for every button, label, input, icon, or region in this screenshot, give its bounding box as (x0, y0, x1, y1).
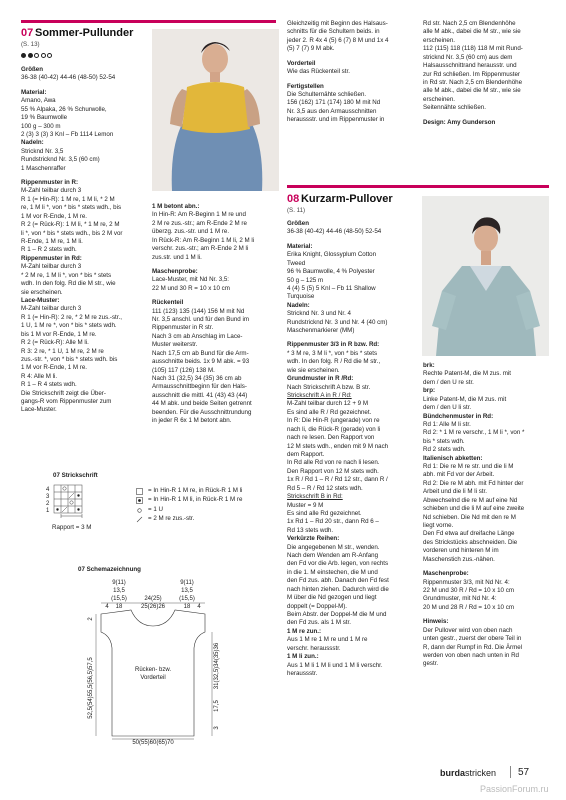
text-line: Rundstricknd Nr. 3,5 (60 cm) (21, 156, 100, 164)
text-line: Nr. 3,5 aus den Armausschnitten (287, 107, 377, 115)
text-line: M-Zahl teilbar durch 12 + 9 M (287, 400, 368, 408)
text-line: Rd 1: Alle M li str. (423, 420, 471, 428)
schema-label-bottom: 50(55)60(65)70 (132, 740, 174, 746)
text-line: Turquoise (287, 293, 315, 301)
section-heading: Vorderteil (287, 59, 316, 67)
text-line: R-Ende, 1 M re, 1 M li. (21, 238, 83, 246)
text-line: (105) 117 (126) 138 M. (152, 366, 215, 374)
section-heading: Lace-Muster: (21, 296, 60, 304)
section-heading: brk: (423, 362, 435, 369)
text-line: bis 1 M vor R-Ende, 1 M re. (21, 330, 97, 338)
text-line: Beim Abstr. der Doppel-M die M und (287, 610, 387, 618)
section-heading: Bündchenmuster in Rd: (423, 412, 494, 420)
schema-label: 13,5 (113, 588, 125, 594)
text-line: jeder 2. R 4x 4 (5) 6 (7) 8 M und 1x 4 (287, 36, 389, 44)
text-line: verschr. zus.-str.; am R-Ende 2 M li (152, 245, 249, 253)
text-line: M über die Nd gezogen und liegt (287, 594, 377, 602)
text-line: Rd 1: Die re M re str. und die li M (423, 463, 514, 471)
text-line: 111 (123) 135 (144) 156 M mit Nd (152, 307, 245, 315)
text-line: Maschenstich zus.-nähen. (423, 555, 495, 563)
legend-row (136, 515, 286, 523)
text-line: den Fd vor die Arb. legen, von rechts (287, 560, 389, 568)
text-line: 4 (4) 5 (5) 5 Knl – Fb 11 Shallow (287, 284, 376, 292)
text-line: Rippenmuster 3/3, mit Nd Nr. 4: (423, 578, 510, 586)
footer-divider (510, 766, 511, 778)
text-line: 1 M vor R-Ende, 1 M re. (21, 212, 88, 220)
section-07-title: Sommer-Pullunder (34, 27, 134, 39)
column-5-text (287, 220, 417, 678)
text-line: beenden. Für die Ausschnittrundung (152, 408, 252, 416)
text-line: gangs-R vom Rippenmuster zum (21, 398, 112, 406)
section-heading: Maschenprobe: (152, 267, 198, 275)
text-line: Stricknd Nr. 3,5 (21, 147, 64, 155)
section-07-header (21, 26, 133, 41)
section-08-top-rule (287, 185, 549, 188)
photo-kurzarm-pullover (422, 196, 549, 356)
section-08-number: 08 (287, 193, 300, 205)
schema-label-left: 52,5(54)55,5(56,5)57,5 (88, 657, 94, 719)
stitch-chart-grid (46, 483, 136, 528)
section-heading: 1 M li zun.: (287, 653, 319, 661)
text-line: R 2 (= Rück-R): Alle M li. (21, 339, 89, 347)
text-line: Rundstricknd Nr. 3 und Nr. 4 (40 cm) (287, 318, 388, 326)
text-line: Es sind alle R / Rd gezeichnet. (287, 408, 372, 416)
section-heading: Verkürzte Reihen: (287, 535, 340, 543)
footer-brand-bold: burda (440, 768, 466, 778)
section-heading: Maschenprobe: (423, 570, 469, 578)
text-line: R 3: 2 re, * 1 U, 1 M re, 2 M re (21, 347, 104, 355)
text-line: Muster = 9 M (287, 501, 324, 509)
text-line: 20 M und 28 R / Rd = 10 x 10 cm (423, 603, 514, 611)
text-line: dem Rapport. (287, 450, 325, 458)
text-line: nach re lesen. Den Rapport von (287, 434, 375, 442)
text-line: In R: Die Hin-R (ungerade) von re (287, 417, 380, 425)
section-08-title: Kurzarm-Pullover (300, 193, 393, 205)
legend-row (136, 506, 286, 514)
section-08-header (287, 192, 393, 207)
text-line: wdh. In den folg. Rd die M str., wie (21, 280, 116, 288)
text-line: 1x R / Rd 1 – R / Rd 12 str., dann R / (287, 476, 388, 484)
text-line: erscheinen. (423, 36, 455, 44)
schema-label: 9(11) (180, 580, 194, 586)
text-line: überzg. zus.-str. und 1 M re. (152, 228, 230, 236)
column-1-text (21, 66, 149, 415)
text-line: Den Rapport von 12 M stets wdh. (287, 467, 379, 475)
text-line: abh. mit Fd vor der Arbeit. (423, 471, 495, 479)
text-line: Die Schulternähte schließen. (287, 90, 367, 98)
text-line: liegt vorne. (423, 522, 454, 530)
section-07-number: 07 (21, 27, 34, 39)
text-line: 156 (162) 171 (174) 180 M mit Nd (287, 99, 381, 107)
row-label: 3 (46, 494, 50, 500)
text-line: werden von oben nach unten in Rd (423, 651, 519, 659)
text-line: Rd 13 stets wdh. (287, 526, 334, 534)
schema-label-right: 31(32,5)34(35)36 (214, 642, 220, 690)
text-line: ausschnitte beids. 1x 9 M abk. = 93 (152, 358, 250, 366)
text-line: des Strickstücks abschneiden. Die (423, 538, 518, 546)
legend-row (136, 487, 286, 495)
text-line: bis * stets wdh. (423, 437, 465, 445)
text-line: Seitennähte schließen. (423, 104, 486, 112)
text-line: 1 U, 1 M re *, von * bis * stets wdh. (21, 322, 117, 330)
text-line: In Rück-R: Am R-Beginn 1 M li, 2 M li (152, 236, 255, 244)
section-heading: Fertigstellen (287, 82, 324, 90)
text-line: 22 M und 30 R / Rd = 10 x 10 cm (423, 586, 514, 594)
text-line: in Rd str. Nach 2,5 cm Blendenhöhe (423, 78, 523, 86)
text-line: Wie das Rückenteil str. (287, 68, 350, 76)
text-line: Der Pullover wird von oben nach (423, 626, 513, 634)
schema-label: (15,5) (111, 596, 127, 602)
section-heading: Größen (287, 220, 310, 227)
schema-label-left-small: 2 (88, 617, 94, 621)
text-line: nach li, die Rück-R (gerade) von li (287, 425, 381, 433)
text-line: li *, von * bis * stets wdh., bis 2 M vor (21, 229, 123, 237)
text-line: Aus 1 M re 1 M re und 1 M re (287, 636, 368, 644)
text-line: Nach 31 (32,5) 34 (35) 36 cm ab (152, 375, 242, 383)
text-line: 1 M vor R-Ende, 1 M re. (21, 364, 88, 372)
text-line: Rippenmuster in R str. (152, 324, 214, 332)
difficulty-dot-empty (41, 53, 46, 58)
section-heading: Grundmuster in R /Rd: (287, 375, 354, 383)
section-heading: Rückenteil (152, 299, 184, 307)
text-line: re, 1 M li *, von * bis * stets wdh., bis (21, 204, 122, 212)
schema-label-right-small: 17,5 (214, 700, 220, 712)
photo-sommer-pullunder (152, 29, 279, 191)
legend-text: = In Hin-R 1 M li, in Rück-R 1 M re (148, 496, 243, 504)
text-line: zus.str. und 1 M li. (152, 253, 202, 261)
section-heading: Rippenmuster in R: (21, 179, 79, 187)
text-line: Grundmuster, mit Nd Nr. 4: (423, 595, 497, 603)
legend-text: = 2 M re zus.-str. (148, 515, 195, 523)
text-line: sie erscheinen. (21, 288, 63, 296)
row-label: 1 (46, 508, 50, 514)
text-line: 2 (3) 3 (3) 3 Knl – Fb 1114 Lemon (21, 130, 114, 138)
text-line: verschr. heraussstr. (287, 644, 341, 652)
text-line: Arbeit und die li M li str. (423, 488, 487, 496)
text-line: R 1 – R 2 stets wdh. (21, 246, 77, 254)
schema-label-right-low: 3 (214, 726, 220, 730)
text-line: 36-38 (40-42) 44-46 (48-50) 52-54 (21, 74, 116, 82)
text-line: M-Zahl teilbar durch 3 (21, 187, 82, 195)
difficulty-rating (21, 53, 54, 61)
text-line: 100 g – 300 m (21, 122, 61, 130)
schema-label: 25(26)26 (140, 604, 166, 610)
text-line: dem / den U li str. (423, 404, 472, 412)
text-line: Abwechselnd die re M auf eine Nd (423, 496, 518, 504)
text-line: Nr. 3,5 anschl. und für den Bund im (152, 316, 249, 324)
schematic-svg (70, 576, 240, 751)
section-heading: Hinweis: (423, 618, 449, 626)
text-line: in jeder R 6x 1 M betont abn. (152, 417, 232, 425)
text-line: 2 M re zus.-str.; am R-Ende 2 M re (152, 219, 247, 227)
text-line: Den Fd etwa auf dreifache Länge (423, 530, 515, 538)
text-line: Tweed (287, 259, 306, 267)
footer-brand (440, 767, 496, 779)
text-line: Nach 17,5 cm ab Bund für die Arm- (152, 349, 249, 357)
text-line: heraussstr. und im Rippenmuster in (287, 116, 385, 124)
text-line: 1x Rd 1 – Rd 20 str., dann Rd 6 – (287, 518, 379, 526)
text-line: alle M abk., dabei die M str., wie sie (423, 28, 521, 36)
difficulty-dot-filled (21, 53, 26, 58)
text-line: wie sie erscheinen. (287, 366, 340, 374)
section-heading: Rippenmuster 3/3 in R bzw. Rd: (287, 341, 380, 349)
legend-row (136, 496, 286, 504)
text-line: Muster weiterstr. (152, 341, 198, 349)
text-line: den Fd zus. abh. Danach den Fd fest (287, 577, 389, 585)
text-line: Erika Knight, Glossyplum Cotton (287, 251, 377, 259)
schema-label: 24(25) (144, 596, 162, 602)
column-6-text (423, 362, 551, 669)
text-line: Stricknd Nr. 3 und Nr. 4 (287, 310, 351, 318)
text-line: M-Zahl teilbar durch 3 (21, 263, 82, 271)
text-line: zur Rd schließen. Im Rippenmuster (423, 70, 520, 78)
footer-brand-rest: stricken (465, 768, 497, 778)
text-line: erscheinen. (423, 95, 455, 103)
legend-text: = In Hin-R 1 M re, in Rück-R 1 M li (148, 487, 243, 494)
text-line: Strickschrift B in Rd: (287, 493, 343, 501)
text-line: R 4: Alle M li. (21, 372, 58, 380)
section-heading: Material: (21, 88, 47, 96)
text-line: 22 M und 30 R = 10 x 10 cm (152, 284, 230, 292)
schematic-title: 07 Schemazeichnung (78, 566, 141, 573)
legend-symbol-slash-icon (136, 516, 143, 523)
text-line: wdh. In den folg. R / Rd die M str., (287, 358, 381, 366)
text-line: R, dann der Rumpf in Rd. Die Ärmel (423, 643, 523, 651)
section-heading: Design: Amy Gunderson (423, 118, 496, 126)
text-line: Lace-Muster, mit Nd Nr. 3,5: (152, 276, 230, 284)
text-line: Aus 1 M li 1 M li und 1 M li verschr. (287, 661, 383, 669)
text-line: Nd schieben. Die Nd mit den re M (423, 513, 516, 521)
text-line: 1 Maschenraffer (21, 164, 66, 172)
schema-label: 18 (183, 604, 191, 610)
text-line: R 2 (= Rück-R): 1 M li, * 1 M re, 2 M (21, 221, 120, 229)
text-line: R 1 – R 4 stets wdh. (21, 381, 77, 389)
section-heading: Größen (21, 66, 44, 73)
page-number: 57 (518, 767, 530, 778)
text-line: In Rd alle Rd von re nach li lesen. (287, 459, 380, 467)
text-line: den Fd zus. als 1 M str. (287, 619, 351, 627)
section-heading: Rippenmuster in Rd: (21, 254, 82, 262)
text-line: dem / den U re str. (423, 378, 474, 386)
text-line: Rd 5 – R / Rd 12 stets wdh. (287, 484, 363, 492)
difficulty-dot-filled (28, 53, 33, 58)
text-line: Rd 2: Die re M abh. mit Fd hinter der (423, 479, 524, 487)
text-line: schieben und die li M auf eine zweite (423, 505, 525, 513)
text-line: 96 % Baumwolle, 4 % Polyester (287, 268, 375, 276)
text-line: 50 g – 125 m (287, 276, 324, 284)
schematic-drawing (70, 576, 240, 751)
column-2-text (152, 203, 280, 426)
section-heading: 1 M betont abn.: (152, 203, 200, 210)
section-heading: Material: (287, 242, 313, 250)
section-heading: 1 M re zun.: (287, 627, 322, 635)
text-line: Die angegebenen M str., wenden. (287, 543, 380, 551)
difficulty-dot-empty (34, 53, 39, 58)
section-08-ref: (S. 11) (287, 207, 306, 214)
section-heading: Nadeln: (21, 139, 44, 147)
text-line: Die Strickschrift zeigt die Über- (21, 389, 106, 397)
text-line: ausschnitt die mittl. 41 (43) 43 (44) (152, 391, 248, 399)
text-line: Rd 2 stets wdh. (423, 446, 466, 454)
text-line: R 1 (= Hin-R): 2 re, * 2 M re zus.-str., (21, 313, 122, 321)
row-label: 4 (46, 487, 50, 493)
schema-label: 9(11) (112, 580, 126, 586)
section-heading: brp: (423, 387, 436, 395)
text-line: alle M abk., dabei die M str., wie sie (423, 87, 521, 95)
text-line: Rd str. Nach 2,5 cm Blendenhöhe (423, 20, 516, 27)
stitch-chart (46, 483, 136, 528)
section-07-top-rule (21, 20, 276, 23)
text-line: Lace-Muster. (21, 406, 57, 414)
text-line: in die 1. M einstechen, die M und (287, 568, 378, 576)
legend-text: = 1 U (148, 505, 163, 513)
text-line: zus.-str. *, von * bis * stets wdh. bis (21, 355, 118, 363)
text-line: Halsausschnittrand herausstr. und (423, 62, 517, 70)
text-line: gestr. (423, 660, 439, 668)
text-line: 19 % Baumwolle (21, 114, 68, 122)
text-line: (5) 7 (7) 9 M abk. (287, 45, 335, 53)
watermark: PassionForum.ru (480, 784, 549, 794)
section-heading: Nadeln: (287, 301, 310, 309)
stitch-chart-rapport: Rapport = 3 M (52, 524, 92, 531)
text-line: 44 M abk. und beide Seiten getrennt (152, 400, 252, 408)
text-line: unten gestr., zuerst der obere Teil in (423, 635, 522, 643)
legend-symbol-dot-icon (136, 497, 143, 504)
text-line: 36-38 (40-42) 44-46 (48-50) 52-54 (287, 228, 382, 236)
text-line: vorderen und hinteren M im (423, 547, 499, 555)
text-line: Armausschnittbeginn für den Hals- (152, 383, 247, 391)
text-line: doppelt (= Doppel-M). (287, 602, 348, 610)
text-line: stricknd Nr. 3,5 (60 cm) aus dem (423, 53, 513, 61)
difficulty-dot-empty (47, 53, 52, 58)
text-line: heraussstr. (287, 669, 318, 677)
schema-label-piece: Rücken- bzw. (134, 667, 172, 673)
text-line: 112 (115) 118 (118) 118 M mit Rund- (423, 45, 523, 53)
text-line: nach hinten ziehen. Dadurch wird die (287, 585, 389, 593)
stitch-legend (136, 487, 286, 525)
text-line: * 3 M re, 3 M li *, von * bis * stets (287, 349, 378, 357)
text-line: 55 % Alpaka, 26 % Schurwolle, (21, 105, 107, 113)
text-line: * 2 M re, 1 M li *, von * bis * stets (21, 271, 112, 279)
stitch-chart-title: 07 Strickschrift (53, 472, 98, 479)
text-line: Rechte Patent-M, die M zus. mit (423, 370, 512, 378)
text-line: Amano, Awa (21, 97, 56, 105)
text-line: Gleichzeitig mit Beginn des Halsaus- (287, 20, 388, 27)
schema-label: 4 (105, 604, 109, 610)
text-line: Nach Strickschrift A bzw. B str. (287, 383, 371, 391)
schema-label: (15,5) (179, 596, 195, 602)
schema-label-piece: Vorderteil (140, 675, 166, 681)
text-line: Strickschrift A in R / Rd: (287, 392, 352, 400)
text-line: schnitts für die Schultern beids. in (287, 28, 380, 36)
text-line: Nach 3 cm ab Anschlag im Lace- (152, 332, 243, 340)
column-4-text (423, 20, 551, 127)
text-line: 12 M stets wdh., enden mit 9 M nach (287, 442, 389, 450)
section-07-ref: (S. 13) (21, 41, 40, 48)
text-line: R 1 (= Hin-R): 1 M re, 1 M li, * 2 M (21, 195, 115, 203)
text-line: Rd 2: * 1 M re verschr., 1 M li *, von * (423, 429, 525, 437)
row-label: 2 (46, 501, 50, 507)
schema-label: 4 (197, 604, 201, 610)
schema-label: 18 (115, 604, 123, 610)
text-line: Es sind alle Rd gezeichnet. (287, 509, 362, 517)
legend-symbol-circle-icon (136, 507, 143, 514)
legend-symbol-empty-icon (136, 488, 143, 495)
section-heading: Italienisch abketten: (423, 454, 483, 462)
schema-label: 13,5 (181, 588, 193, 594)
text-line: Maschenmarkierer (MM) (287, 327, 355, 335)
text-line: Linke Patent-M, die M zus. mit (423, 395, 507, 403)
column-3-text (287, 20, 417, 125)
text-line: In Hin-R: Am R-Beginn 1 M re und (152, 211, 246, 219)
text-line: M-Zahl teilbar durch 3 (21, 305, 82, 313)
text-line: Nach dem Wenden am R-Anfang (287, 552, 379, 560)
